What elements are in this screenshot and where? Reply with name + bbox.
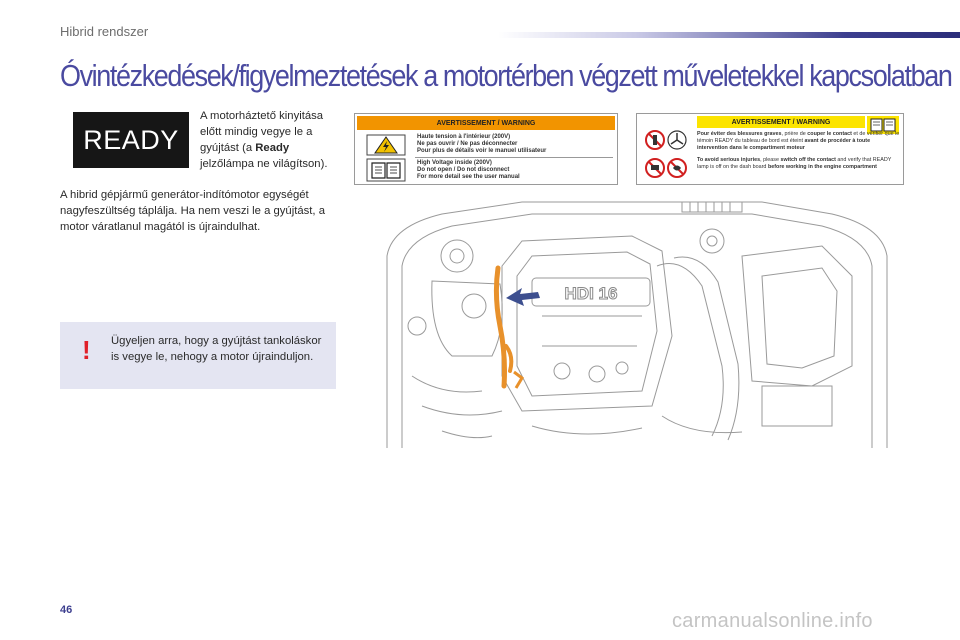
intro-text-start: A motorháztető kinyitása előtt mindig vegye le a gyújtást (a [200,110,324,154]
page-number: 46 [60,604,73,616]
label-text-fr: Pour éviter des blessures graves, prière de couper le contact et de vérifier que le témoin READY du tableau de bord est éteint avant de procéder à toute intervention dans le compartiment moteur [697,131,900,151]
label-line: High Voltage inside (200V) [417,160,492,166]
warning-box [60,322,336,389]
watermark: carmanualsonline.info [672,610,873,632]
intro-ready-bold: Ready [255,142,290,154]
no-hands-icon [646,159,664,177]
label-line: Do not open / Do not disconnect [417,167,510,173]
warning-label-switch-off [636,113,904,185]
label-header: AVERTISSEMENT / WARNING [697,116,865,128]
warning-text: Ügyeljen arra, hogy a gyújtást tankoláskor is vegye le, nehogy a motor újrainduljon. [111,335,322,363]
label-icons [359,133,413,183]
label-text-en: To avoid serious injuries, please switch off the contact and verify that READY lamp is off on the dash board before working in the engine compartment [697,157,892,170]
key-off-icon [646,131,664,149]
engine-compartment-illustration [382,196,892,448]
label-header: AVERTISSEMENT / WARNING [357,116,615,130]
manual-book-icon [367,159,405,181]
label-line: For more detail see the user manual [417,174,520,180]
fan-icon [668,131,686,149]
warning-label-high-voltage [354,113,618,185]
engine-cover-label: HDI 16 [564,284,618,303]
page-title: Óvintézkedések/figyelmeztetések a motortérben végzett műveletekkel kapcsolatban [60,58,952,93]
intro-text-end: jelzőlámpa ne világítson). [200,158,328,170]
ready-indicator-image [73,112,189,168]
body-paragraph: A hibrid gépjármű generátor-indítómotor egységét nagyfeszültség táplálja. Ha nem veszi le a gyújtást, a motor váratlanul magától is újraindulhat. [60,189,325,233]
label-line: Pour plus de détails voir le manuel utilisateur [417,148,547,154]
header-rule [498,32,960,38]
label-icons [641,118,693,182]
exclamation-icon: ! [82,335,91,365]
label-line: Haute tension à l'intérieur (200V) [417,134,511,140]
intro-paragraph [200,108,340,172]
section-title: Hibrid rendszer [60,24,149,39]
high-voltage-icon [367,135,405,155]
engine-belt-icon [668,159,686,177]
label-divider [415,157,613,158]
label-line: Ne pas ouvrir / Ne pas déconnecter [417,141,518,147]
ready-indicator-text: READY [83,124,179,155]
